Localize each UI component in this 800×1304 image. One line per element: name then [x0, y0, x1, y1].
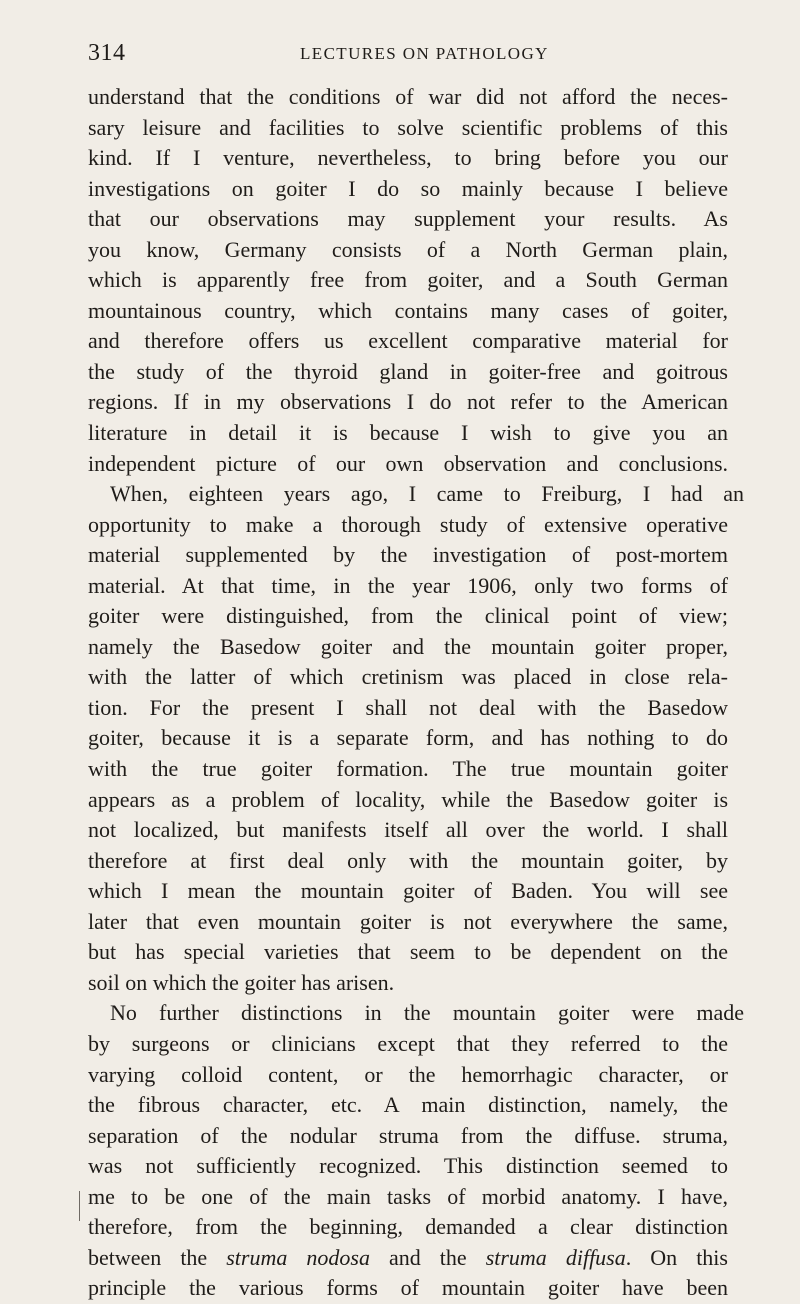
text-line: with the latter of which cretinism was placed in close rela- [88, 664, 728, 690]
text-line: therefore, from the beginning, demanded a clear distinction [88, 1214, 728, 1240]
italic-term: struma diffusa [485, 1244, 626, 1270]
running-head: LECTURES ON PATHOLOGY [300, 44, 549, 63]
text-line: the study of the thyroid gland in goiter-free and goitrous [88, 358, 728, 384]
text-line: opportunity to make a thorough study of extensive operative [88, 511, 728, 537]
text-line: regions. If in my observations I do not refer to the American [88, 389, 728, 415]
text-line: later that even mountain goiter is not everywhere the same, [88, 908, 728, 934]
text-line: not localized, but manifests itself all over the world. I shall [88, 817, 728, 843]
text-segment: and the [369, 1244, 486, 1270]
text-line: and therefore offers us excellent comparative material for [88, 328, 728, 354]
text-line: When, eighteen years ago, I came to Freiburg, I had an [110, 481, 744, 507]
text-line: with the true goiter formation. The true mountain goiter [88, 756, 728, 782]
text-line: investigations on goiter I do so mainly because I believe [88, 175, 728, 201]
text-line: the fibrous character, etc. A main distinction, namely, the [88, 1092, 728, 1118]
text-segment: . On this [625, 1244, 728, 1270]
text-line: was not sufficiently recognized. This distinction seemed to [88, 1153, 728, 1179]
margin-mark [79, 1191, 80, 1221]
text-line: varying colloid content, or the hemorrhagic character, or [88, 1061, 728, 1087]
text-line: namely the Basedow goiter and the mountain goiter proper, [88, 633, 728, 659]
text-line: material supplemented by the investigation of post-mortem [88, 542, 728, 568]
text-line: soil on which the goiter has arisen. [88, 969, 395, 995]
text-line: independent picture of our own observation and conclusions. [88, 450, 728, 476]
page-number: 314 [88, 40, 126, 66]
text-line [88, 1243, 728, 1274]
text-line: therefore at first deal only with the mountain goiter, by [88, 847, 728, 873]
text-line: goiter were distinguished, from the clinical point of view; [88, 603, 728, 629]
text-line: No further distinctions in the mountain goiter were made [110, 1000, 744, 1026]
text-line: tion. For the present I shall not deal with the Basedow [88, 694, 728, 720]
text-line: by surgeons or clinicians except that they referred to the [88, 1030, 728, 1056]
text-line: but has special varieties that seem to be dependent on the [88, 939, 728, 965]
text-line: which I mean the mountain goiter of Baden. You will see [88, 878, 728, 904]
text-line: that our observations may supplement your results. As [88, 206, 728, 232]
text-line: sary leisure and facilities to solve scientific problems of this [88, 114, 728, 140]
text-line: you know, Germany consists of a North German plain, [88, 236, 728, 262]
text-line: separation of the nodular struma from the diffuse. struma, [88, 1122, 728, 1148]
text-line: principle the various forms of mountain goiter have been [88, 1275, 728, 1301]
body-text [88, 82, 744, 1304]
text-line: which is apparently free from goiter, and a South German [88, 267, 728, 293]
text-line: kind. If I venture, nevertheless, to bring before you our [88, 145, 728, 171]
text-line: me to be one of the main tasks of morbid anatomy. I have, [88, 1183, 728, 1209]
text-line: goiter, because it is a separate form, and has nothing to do [88, 725, 728, 751]
text-line: material. At that time, in the year 1906, only two forms of [88, 572, 728, 598]
italic-term: struma nodosa [226, 1244, 370, 1270]
text-line: literature in detail it is because I wish to give you an [88, 420, 728, 446]
text-line: mountainous country, which contains many cases of goiter, [88, 297, 728, 323]
text-segment: between the [88, 1244, 227, 1270]
text-line: understand that the conditions of war did not afford the neces- [88, 84, 728, 109]
text-line: appears as a problem of locality, while the Basedow goiter is [88, 786, 728, 812]
